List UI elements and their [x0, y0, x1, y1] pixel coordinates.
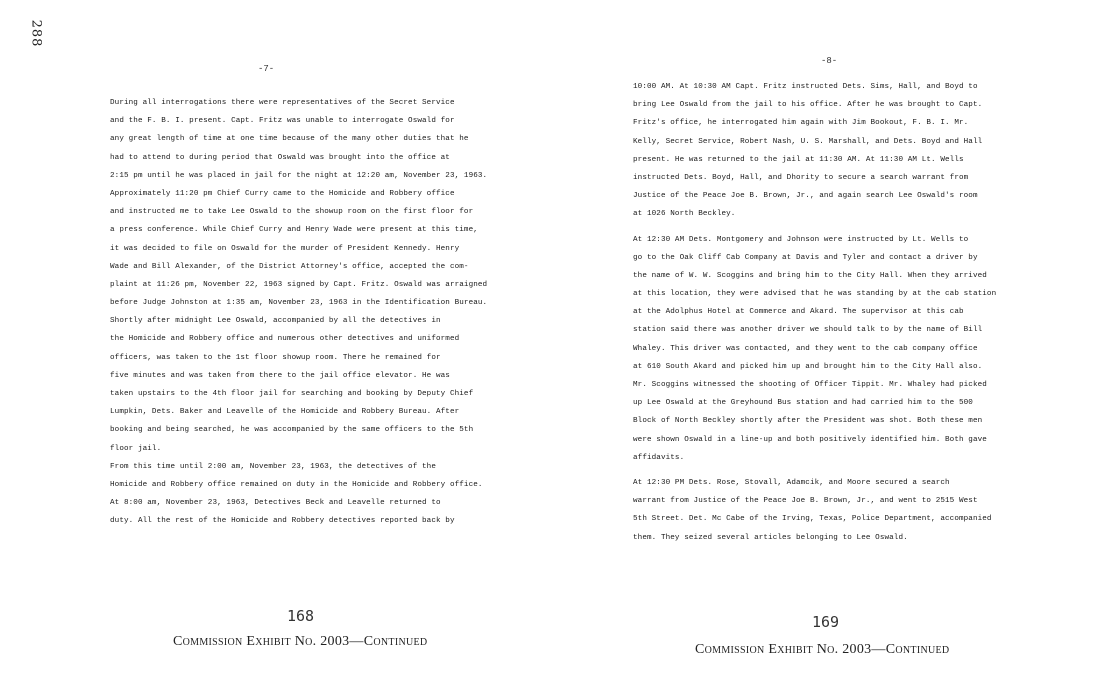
typed-line: at the Adolphus Hotel at Commerce and Akard. The supervisor at this cab	[633, 308, 964, 317]
typed-line: affidavits.	[633, 453, 685, 462]
right-page	[547, 0, 1094, 691]
typed-line: At 12:30 PM Dets. Rose, Stovall, Adamcik, and Moore secured a search	[633, 478, 950, 487]
typed-page-number-left: -7-	[258, 64, 275, 74]
typed-line: duty. All the rest of the Homicide and Robbery detectives reported back by	[110, 517, 455, 526]
typed-line: at 610 South Akard and picked him up and brought him to the City Hall also.	[633, 362, 983, 371]
typed-line: 5th Street. Det. Mc Cabe of the Irving, Texas, Police Department, accompanied	[633, 515, 992, 524]
typed-line: up Lee Oswald at the Greyhound Bus station and had carried him to the 500	[633, 399, 973, 408]
typed-line: officers, was taken to the 1st floor showup room. There he remained for	[110, 353, 441, 362]
typed-line: and the F. B. I. present. Capt. Fritz was unable to interrogate Oswald for	[110, 117, 455, 126]
typed-line: at 1026 North Beckley.	[633, 210, 736, 219]
typed-line: taken upstairs to the 4th floor jail for searching and booking by Deputy Chief	[110, 390, 474, 398]
typed-text-right	[633, 78, 996, 547]
typed-line: 10:00 AM. At 10:30 AM Capt. Fritz instructed Dets. Sims, Hall, and Boyd to	[633, 83, 978, 91]
typed-line: Shortly after midnight Lee Oswald, accompanied by all the detectives in	[110, 317, 441, 326]
typed-line: station said there was another driver we should talk to by the name of Bill	[633, 326, 983, 335]
exhibit-caption-left: Commission Exhibit No. 2003—Continued	[173, 634, 428, 649]
typed-line: had to attend to during period that Oswald was brought into the office at	[110, 153, 450, 162]
typed-line: plaint at 11:26 pm, November 22, 1963 signed by Capt. Fritz. Oswald was arraigned	[110, 280, 488, 289]
exhibit-caption-right: Commission Exhibit No. 2003—Continued	[695, 642, 950, 657]
typed-line: warrant from Justice of the Peace Joe B. Brown, Jr., and went to 2515 West	[633, 497, 978, 506]
typed-line: Wade and Bill Alexander, of the District Attorney's office, accepted the com-	[110, 262, 469, 271]
typed-line: Mr. Scoggins witnessed the shooting of Officer Tippit. Mr. Whaley had picked	[633, 381, 987, 389]
typed-line: Block of North Beckley shortly after the President was shot. Both these men	[633, 417, 983, 426]
typed-text-left	[110, 94, 487, 531]
typed-line: Lumpkin, Dets. Baker and Leavelle of the Homicide and Robbery Bureau. After	[110, 408, 460, 417]
typed-line: the Homicide and Robbery office and numerous other detectives and uniformed	[110, 335, 460, 344]
typed-line: present. He was returned to the jail at 11:30 AM. At 11:30 AM Lt. Wells	[633, 155, 964, 164]
typed-line: instructed Dets. Boyd, Hall, and Dhority to secure a search warrant from	[633, 173, 969, 182]
typed-line: At 8:00 am, November 23, 1963, Detectives Beck and Leavelle returned to	[110, 499, 441, 508]
typed-line: a press conference. While Chief Curry and Henry Wade were present at this time,	[110, 226, 478, 235]
typed-line: and instructed me to take Lee Oswald to the showup room on the first floor for	[110, 208, 474, 217]
paragraph-gap	[633, 224, 996, 231]
typed-line: Kelly, Secret Service, Robert Nash, U. S. Marshall, and Dets. Boyd and Hall	[633, 137, 983, 146]
typed-line: any great length of time at one time because of the many other duties that he	[110, 135, 469, 144]
typed-line: them. They seized several articles belonging to Lee Oswald.	[633, 533, 908, 542]
typed-line: 2:15 pm until he was placed in jail for the night at 12:20 am, November 23, 1963.	[110, 171, 488, 180]
typed-line: Whaley. This driver was contacted, and they went to the cab company office	[633, 344, 978, 353]
paragraph-gap	[633, 467, 996, 474]
typed-line: Justice of the Peace Joe B. Brown, Jr., and again search Lee Oswald's room	[633, 192, 978, 201]
typed-line: before Judge Johnston at 1:35 am, November 23, 1963 in the Identification Bureau.	[110, 299, 488, 308]
typed-line: were shown Oswald in a line-up and both positively identified him. Both gave	[633, 435, 987, 444]
exhibit-number-right: 169	[812, 613, 840, 631]
typed-line: Homicide and Robbery office remained on duty in the Homicide and Robbery office.	[110, 480, 483, 489]
typed-line: At 12:30 AM Dets. Montgomery and Johnson were instructed by Lt. Wells to	[633, 235, 969, 244]
typed-line: From this time until 2:00 am, November 23, 1963, the detectives of the	[110, 462, 436, 471]
exhibit-number-left: 168	[287, 607, 315, 625]
typed-line: Approximately 11:20 pm Chief Curry came to the Homicide and Robbery office	[110, 189, 455, 198]
typed-line: Fritz's office, he interrogated him again with Jim Bookout, F. B. I. Mr.	[633, 119, 969, 128]
typed-line: floor jail.	[110, 444, 162, 453]
typed-line: the name of W. W. Scoggins and bring him to the City Hall. When they arrived	[633, 271, 987, 280]
typed-line: bring Lee Oswald from the jail to his office. After he was brought to Capt.	[633, 101, 983, 110]
typed-page-number-right: -8-	[821, 56, 838, 66]
typed-line: go to the Oak Cliff Cab Company at Davis and Tyler and contact a driver by	[633, 253, 978, 262]
volume-page-number: 288	[28, 19, 44, 48]
typed-line: booking and being searched, he was accompanied by the same officers to the 5th	[110, 426, 474, 435]
typed-line: During all interrogations there were representatives of the Secret Service	[110, 99, 455, 107]
typed-line: five minutes and was taken from there to the jail office elevator. He was	[110, 371, 450, 380]
typed-line: at this location, they were advised that he was standing by at the cab station	[633, 290, 997, 299]
typed-line: it was decided to file on Oswald for the murder of President Kennedy. Henry	[110, 244, 460, 253]
